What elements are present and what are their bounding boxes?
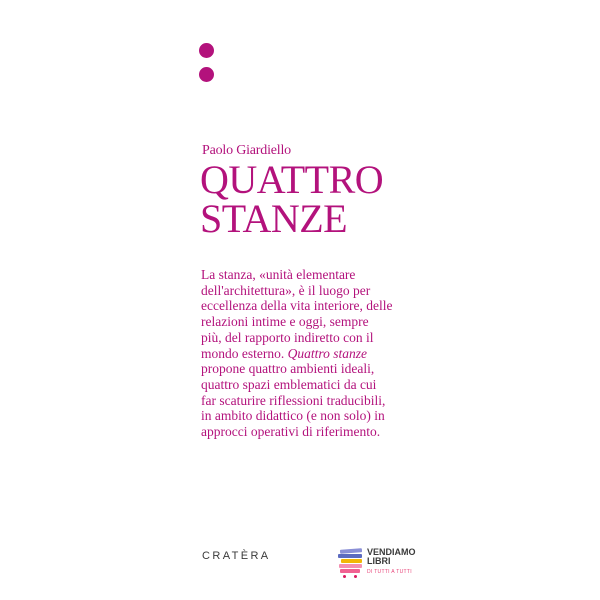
blurb-line: in ambito didattico (e non solo) in: [201, 408, 385, 424]
blurb-line: approcci operativi di riferimento.: [201, 424, 381, 440]
blurb-line: far scaturire riflessioni traducibili,: [201, 392, 386, 408]
blurb-line: [201, 346, 431, 362]
blurb-line: eccellenza della vita interiore, delle: [201, 298, 393, 314]
blurb-text: [201, 267, 431, 440]
badge-line: LIBRI: [367, 556, 391, 566]
title-line: STANZE: [200, 196, 348, 241]
dot-top: [199, 43, 214, 58]
badge-line: VENDIAMO: [367, 547, 416, 557]
blurb-line: dell'architettura», è il luogo per: [201, 282, 371, 298]
blurb-italic-title: Quattro stanze: [287, 345, 368, 361]
publisher-logo: CRATÈRA: [202, 550, 271, 562]
badge-text: [367, 548, 416, 566]
title-line: QUATTRO: [200, 157, 384, 202]
blurb-text-segment: mondo esterno.: [201, 345, 288, 361]
blurb-line: propone quattro ambienti ideali,: [201, 361, 375, 377]
blurb-line: relazioni intime e oggi, sempre: [201, 314, 369, 330]
vendiamo-libri-badge: [338, 548, 448, 578]
dot-bottom: [199, 67, 214, 82]
book-title: [200, 157, 384, 241]
author-name: Paolo Giardiello: [202, 143, 291, 158]
blurb-line: più, del rapporto indiretto con il: [201, 329, 374, 345]
blurb-line: quattro spazi emblematici da cui: [201, 376, 377, 392]
blurb-line: La stanza, «unità elementare: [201, 267, 356, 282]
book-stack-icon: [338, 548, 364, 578]
badge-tagline: DI TUTTI A TUTTI: [367, 569, 412, 575]
